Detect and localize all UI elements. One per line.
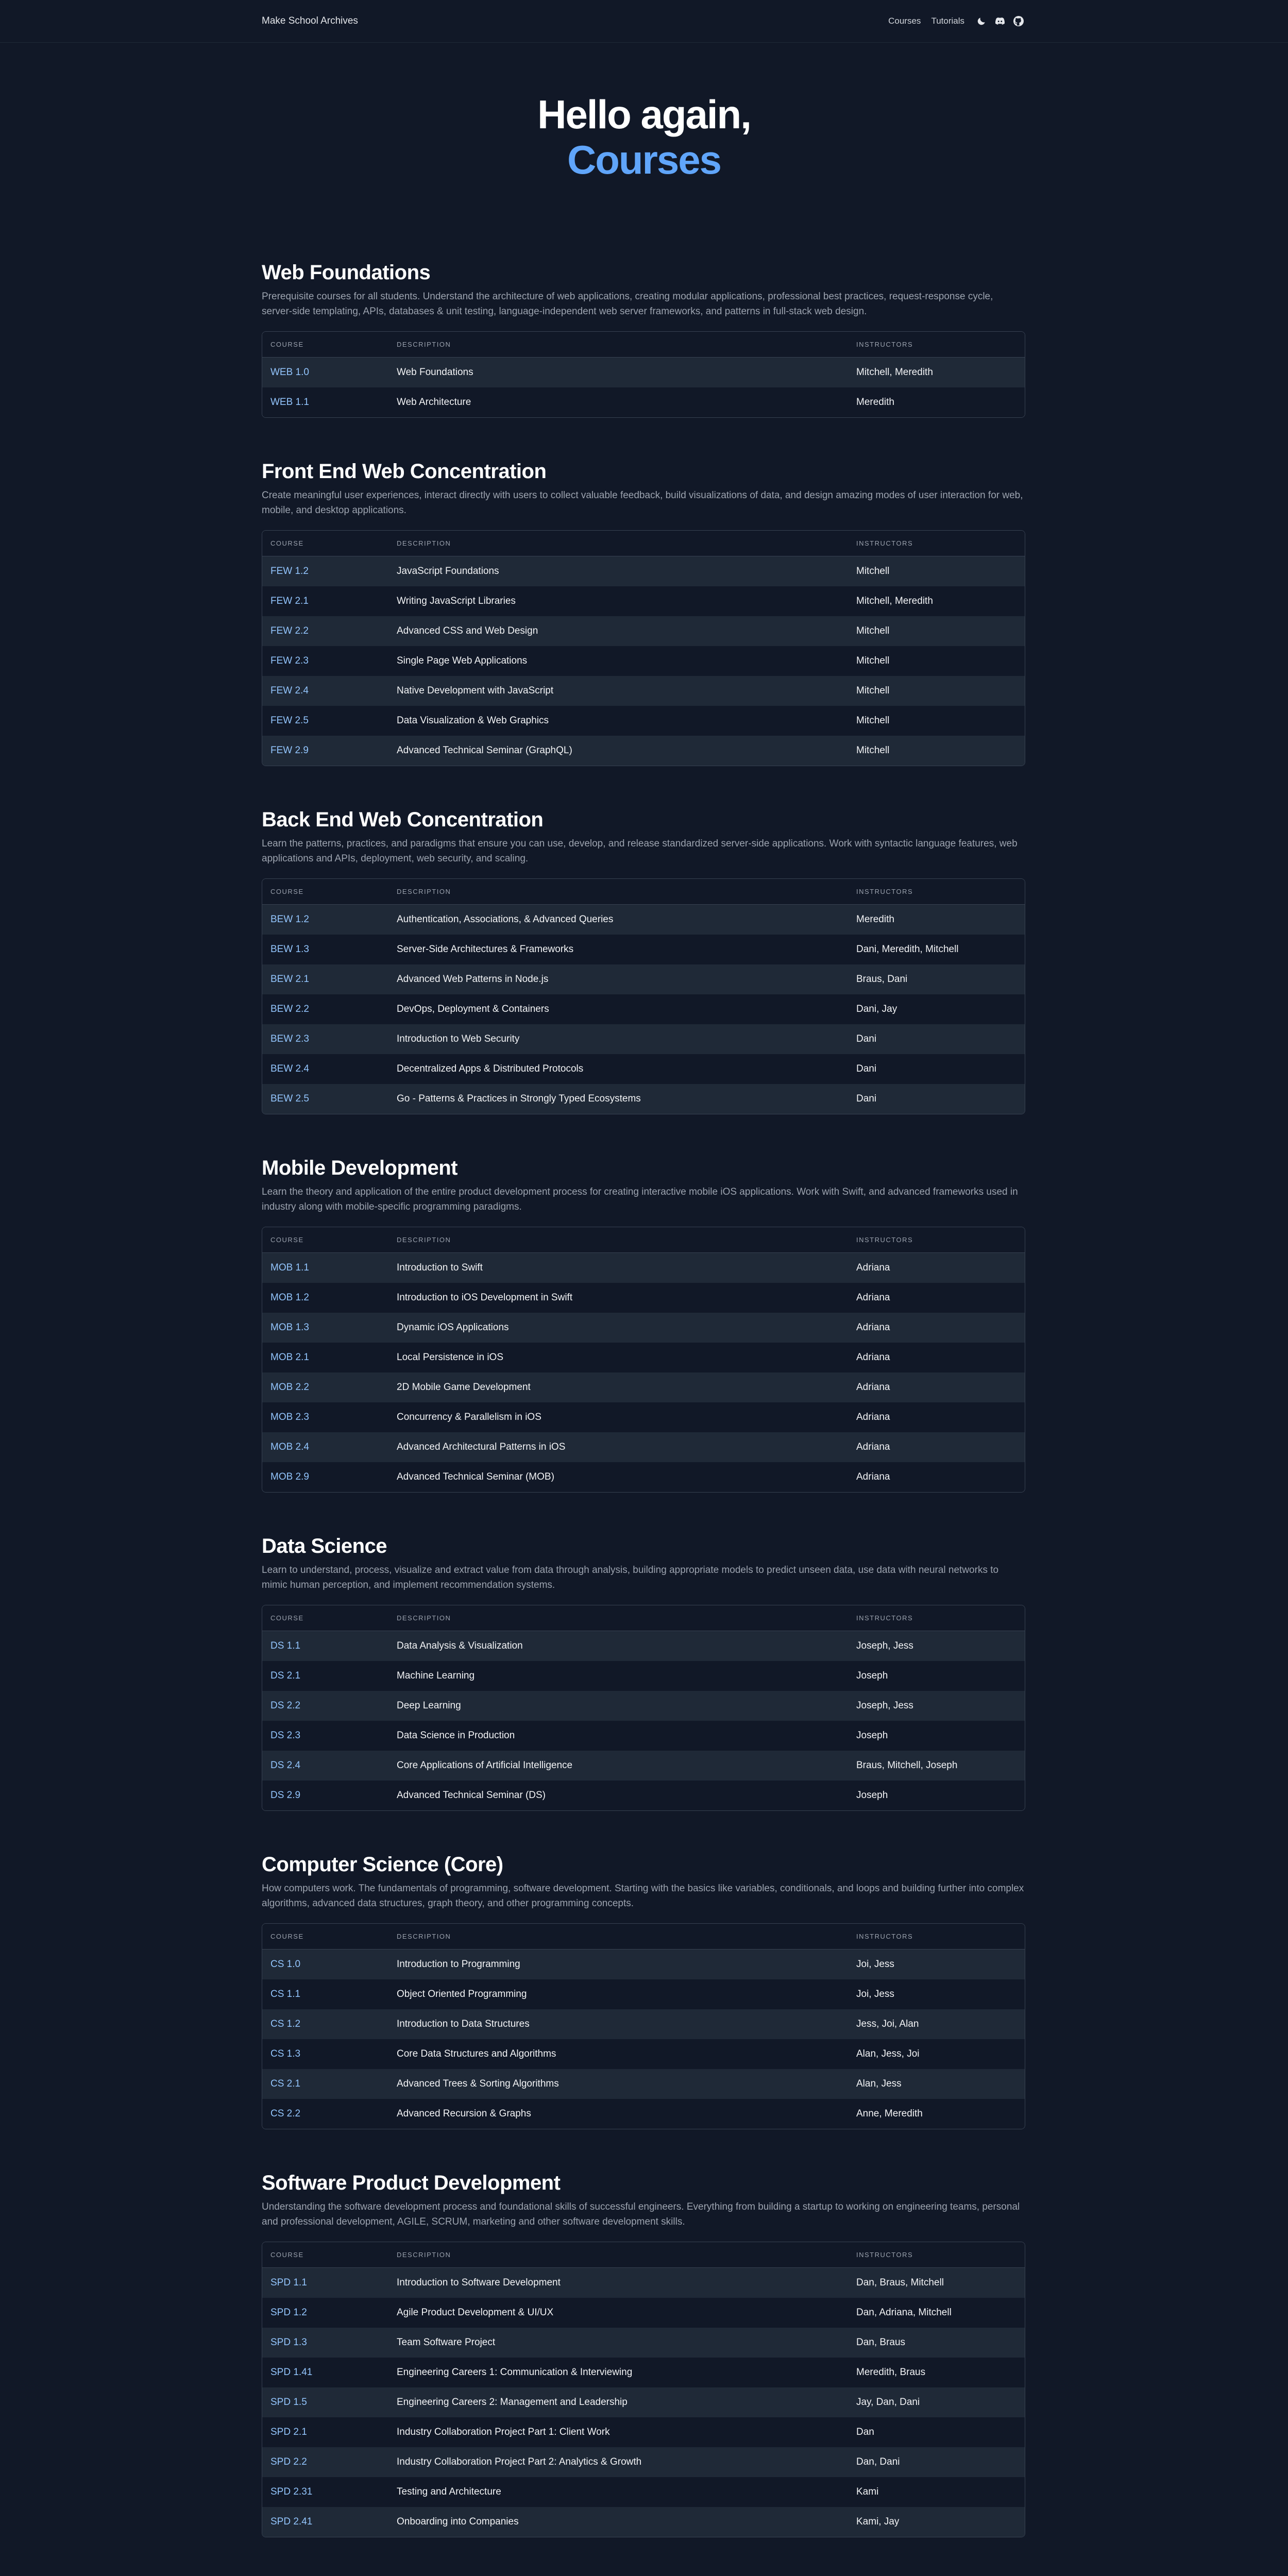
course-instructors: Dani <box>856 1093 877 1104</box>
course-table <box>262 1227 1025 1493</box>
table-row[interactable] <box>262 2477 1025 2507</box>
column-header-course: COURSE <box>270 888 304 895</box>
course-instructors: Mitchell <box>856 566 890 577</box>
table-body <box>262 1631 1025 1810</box>
table-row[interactable] <box>262 905 1025 935</box>
table-header <box>262 2242 1025 2268</box>
course-code[interactable]: BEW 2.3 <box>270 1033 309 1044</box>
course-code[interactable]: DS 2.1 <box>270 1670 301 1681</box>
section-description: Learn the theory and application of the entire product development process for creating interactive mobile iOS applications. Work with Swift, and advanced frameworks used in industry along with mobile-specific programming paradigms. <box>262 1187 1018 1212</box>
table-row[interactable] <box>262 1343 1025 1372</box>
course-section <box>262 2170 1025 2537</box>
course-instructors: Alan, Jess, Joi <box>856 2048 920 2059</box>
github-icon[interactable] <box>1012 14 1025 28</box>
course-code[interactable]: MOB 1.2 <box>270 1292 309 1303</box>
course-section <box>262 458 1025 766</box>
column-header-description: DESCRIPTION <box>397 341 451 348</box>
course-instructors: Dani, Jay <box>856 1004 897 1014</box>
course-code[interactable]: FEW 2.1 <box>270 596 309 606</box>
column-header-description: DESCRIPTION <box>397 888 451 895</box>
course-code[interactable]: SPD 2.2 <box>270 2456 307 2467</box>
column-header-course: COURSE <box>270 1236 304 1244</box>
course-description: Data Visualization & Web Graphics <box>397 715 549 726</box>
course-code[interactable]: BEW 1.2 <box>270 914 309 925</box>
course-code[interactable]: CS 2.2 <box>270 2108 301 2119</box>
course-instructors: Adriana <box>856 1292 890 1303</box>
section-description: Learn to understand, process, visualize and extract value from data through analysis, building appropriate models to predict unseen data, use data with neural networks to mimic human perception, and implement recommendation systems. <box>262 1565 999 1590</box>
section-title: Data Science <box>262 1535 387 1557</box>
column-header-course: COURSE <box>270 2251 304 2259</box>
moon-icon[interactable] <box>975 14 988 28</box>
course-description: Data Science in Production <box>397 1730 515 1741</box>
course-instructors: Mitchell <box>856 655 890 666</box>
course-code[interactable]: DS 2.2 <box>270 1700 301 1711</box>
table-row[interactable] <box>262 1691 1025 1721</box>
course-code[interactable]: CS 1.2 <box>270 2019 301 2029</box>
column-header-instructors: INSTRUCTORS <box>856 2251 913 2259</box>
section-description: Understanding the software development process and foundational skills of successful engineers. Everything from building a startup to working on engineering teams, personal and professional development, AGILE, SCRUM, marketing and other software development skills. <box>262 2201 1020 2227</box>
section-description: Create meaningful user experiences, interact directly with users to collect valuable feedback, build visualizations of data, and design amazing modes of user interaction for web, mobile, and desktop applications. <box>262 490 1023 516</box>
table-row[interactable] <box>262 1631 1025 1661</box>
course-instructors: Braus, Dani <box>856 974 908 985</box>
table-body <box>262 905 1025 1114</box>
course-instructors: Jess, Joi, Alan <box>856 2019 919 2029</box>
course-code[interactable]: MOB 1.3 <box>270 1322 309 1333</box>
section-description: Prerequisite courses for all students. Understand the architecture of web applications, creating modular applications, professional best practices, request-response cycle, server-side templating, APIs, databases & unit testing, language-independent web server frameworks, and patterns in full-stack web design. <box>262 291 993 317</box>
table-row[interactable] <box>262 1402 1025 1432</box>
table-body <box>262 1950 1025 2129</box>
course-code[interactable]: DS 1.1 <box>270 1640 301 1651</box>
column-header-description: DESCRIPTION <box>397 539 451 547</box>
table-row[interactable] <box>262 1024 1025 1054</box>
table-row[interactable] <box>262 2328 1025 2358</box>
course-instructors: Anne, Meredith <box>856 2108 923 2119</box>
section-description: How computers work. The fundamentals of programming, software development. Starting with the basics like variables, conditionals, and loops and building further into complex algorithms, advanced data structures, graph theory, and other programming concepts. <box>262 1883 1024 1909</box>
course-code[interactable]: SPD 2.41 <box>270 2516 313 2527</box>
brand-link[interactable]: Make School Archives <box>262 15 358 26</box>
course-description: Introduction to Data Structures <box>397 2019 530 2029</box>
course-description: Dynamic iOS Applications <box>397 1322 509 1333</box>
table-row[interactable] <box>262 2268 1025 2298</box>
course-code[interactable]: FEW 2.3 <box>270 655 309 666</box>
course-code[interactable]: MOB 1.1 <box>270 1262 309 1273</box>
column-header-instructors: INSTRUCTORS <box>856 1614 913 1622</box>
course-code[interactable]: MOB 2.9 <box>270 1471 309 1482</box>
table-row[interactable] <box>262 994 1025 1024</box>
course-section <box>262 1851 1025 2129</box>
table-header <box>262 879 1025 905</box>
top-navbar <box>0 0 1288 43</box>
course-section <box>262 806 1025 1114</box>
course-instructors: Kami <box>856 2486 879 2497</box>
course-table <box>262 331 1025 418</box>
course-description: Native Development with JavaScript <box>397 685 554 696</box>
course-code[interactable]: BEW 2.1 <box>270 974 309 985</box>
section-title: Web Foundations <box>262 261 431 284</box>
course-instructors: Joseph <box>856 1670 888 1681</box>
course-instructors: Meredith, Braus <box>856 2367 926 2378</box>
table-header <box>262 1605 1025 1631</box>
section-title: Back End Web Concentration <box>262 808 544 831</box>
course-table <box>262 878 1025 1114</box>
column-header-description: DESCRIPTION <box>397 1236 451 1244</box>
column-header-instructors: INSTRUCTORS <box>856 1236 913 1244</box>
course-description: Advanced Trees & Sorting Algorithms <box>397 2078 559 2089</box>
table-row[interactable] <box>262 935 1025 964</box>
course-instructors: Jay, Dan, Dani <box>856 2397 920 2408</box>
course-description: JavaScript Foundations <box>397 566 499 577</box>
table-row[interactable] <box>262 1661 1025 1691</box>
table-row[interactable] <box>262 646 1025 676</box>
table-row[interactable] <box>262 706 1025 736</box>
course-instructors: Dan, Dani <box>856 2456 900 2467</box>
course-description: Agile Product Development & UI/UX <box>397 2307 554 2318</box>
course-description: Advanced Technical Seminar (MOB) <box>397 1471 554 1482</box>
course-instructors: Joseph <box>856 1790 888 1801</box>
table-row[interactable] <box>262 1372 1025 1402</box>
course-description: Introduction to Software Development <box>397 2277 561 2288</box>
table-header <box>262 531 1025 556</box>
table-row[interactable] <box>262 1979 1025 2009</box>
course-description: Core Data Structures and Algorithms <box>397 2048 556 2059</box>
course-code[interactable]: SPD 2.1 <box>270 2427 307 2437</box>
course-section <box>262 259 1025 418</box>
course-code[interactable]: DS 2.3 <box>270 1730 301 1741</box>
table-row[interactable] <box>262 2069 1025 2099</box>
course-description: Server-Side Architectures & Frameworks <box>397 944 574 955</box>
column-header-course: COURSE <box>270 1933 304 1940</box>
course-code[interactable]: MOB 2.3 <box>270 1412 309 1422</box>
course-code[interactable]: SPD 1.2 <box>270 2307 307 2318</box>
column-header-instructors: INSTRUCTORS <box>856 888 913 895</box>
course-code[interactable]: FEW 2.5 <box>270 715 309 726</box>
course-code[interactable]: MOB 2.1 <box>270 1352 309 1363</box>
table-row[interactable] <box>262 1751 1025 1781</box>
course-instructors: Joseph <box>856 1730 888 1741</box>
course-description: Introduction to Programming <box>397 1959 520 1970</box>
course-description: Industry Collaboration Project Part 1: Client Work <box>397 2427 610 2437</box>
section-description: Learn the patterns, practices, and paradigms that ensure you can use, develop, and release standardized server-side applications. Work with syntactic language features, web applications and APIs, deployment, web security, and scaling. <box>262 838 1018 864</box>
course-instructors: Mitchell, Meredith <box>856 596 933 606</box>
course-description: Data Analysis & Visualization <box>397 1640 523 1651</box>
table-header <box>262 1227 1025 1253</box>
course-description: Concurrency & Parallelism in iOS <box>397 1412 541 1422</box>
course-sections <box>262 259 1025 2576</box>
table-row[interactable] <box>262 616 1025 646</box>
table-row[interactable] <box>262 1054 1025 1084</box>
table-row[interactable] <box>262 387 1025 417</box>
course-instructors: Adriana <box>856 1412 890 1422</box>
column-header-course: COURSE <box>270 1614 304 1622</box>
course-description: Introduction to Swift <box>397 1262 483 1273</box>
course-instructors: Mitchell <box>856 715 890 726</box>
table-row[interactable] <box>262 1721 1025 1751</box>
column-header-course: COURSE <box>270 341 304 348</box>
course-instructors: Kami, Jay <box>856 2516 900 2527</box>
course-description: Industry Collaboration Project Part 2: Analytics & Growth <box>397 2456 642 2467</box>
table-body <box>262 2268 1025 2537</box>
table-body <box>262 358 1025 417</box>
course-description: Introduction to iOS Development in Swift <box>397 1292 573 1303</box>
column-header-instructors: INSTRUCTORS <box>856 341 913 348</box>
section-title: Software Product Development <box>262 2172 561 2194</box>
course-code[interactable]: FEW 1.2 <box>270 566 309 577</box>
course-description: Local Persistence in iOS <box>397 1352 503 1363</box>
table-row[interactable] <box>262 1950 1025 1979</box>
course-instructors: Meredith <box>856 397 894 408</box>
table-row[interactable] <box>262 1313 1025 1343</box>
table-row[interactable] <box>262 1432 1025 1462</box>
course-code[interactable]: SPD 2.31 <box>270 2486 313 2497</box>
course-description: Team Software Project <box>397 2337 496 2348</box>
course-description: Web Architecture <box>397 397 471 408</box>
course-description: Onboarding into Companies <box>397 2516 519 2527</box>
course-instructors: Dan, Braus, Mitchell <box>856 2277 944 2288</box>
hero-line-1: Hello again, <box>537 92 751 137</box>
course-instructors: Mitchell <box>856 625 890 636</box>
course-instructors: Dani, Meredith, Mitchell <box>856 944 959 955</box>
course-instructors: Adriana <box>856 1322 890 1333</box>
course-description: Engineering Careers 2: Management and Leadership <box>397 2397 628 2408</box>
course-instructors: Adriana <box>856 1442 890 1452</box>
course-code[interactable]: BEW 2.4 <box>270 1063 309 1074</box>
hero-line-2: Courses <box>567 137 721 182</box>
course-section <box>262 1155 1025 1493</box>
course-description: Deep Learning <box>397 1700 461 1711</box>
section-title: Front End Web Concentration <box>262 460 547 483</box>
course-description: Object Oriented Programming <box>397 1989 527 1999</box>
course-code[interactable]: SPD 1.1 <box>270 2277 307 2288</box>
column-header-course: COURSE <box>270 539 304 547</box>
table-row[interactable] <box>262 676 1025 706</box>
table-body <box>262 556 1025 766</box>
course-instructors: Dan, Adriana, Mitchell <box>856 2307 952 2318</box>
course-description: Core Applications of Artificial Intelligence <box>397 1760 573 1771</box>
course-code[interactable]: DS 2.9 <box>270 1790 301 1801</box>
table-row[interactable] <box>262 2447 1025 2477</box>
table-row[interactable] <box>262 2417 1025 2447</box>
course-instructors: Alan, Jess <box>856 2078 902 2089</box>
table-row[interactable] <box>262 2099 1025 2129</box>
nav-courses-link[interactable]: Courses <box>888 16 921 26</box>
section-title: Mobile Development <box>262 1157 457 1179</box>
discord-icon[interactable] <box>993 14 1007 28</box>
course-instructors: Dan <box>856 2427 874 2437</box>
course-code[interactable]: BEW 1.3 <box>270 944 309 955</box>
column-header-description: DESCRIPTION <box>397 1614 451 1622</box>
course-instructors: Adriana <box>856 1471 890 1482</box>
table-row[interactable] <box>262 2039 1025 2069</box>
page-title <box>0 92 1288 182</box>
course-code[interactable]: BEW 2.2 <box>270 1004 309 1014</box>
course-instructors: Joseph, Jess <box>856 1640 913 1651</box>
course-code[interactable]: FEW 2.4 <box>270 685 309 696</box>
table-row[interactable] <box>262 2387 1025 2417</box>
course-description: Advanced Technical Seminar (DS) <box>397 1790 546 1801</box>
course-description: Go - Patterns & Practices in Strongly Typed Ecosystems <box>397 1093 641 1104</box>
course-code[interactable]: WEB 1.1 <box>270 397 309 408</box>
table-body <box>262 1253 1025 1492</box>
course-instructors: Mitchell, Meredith <box>856 367 933 378</box>
table-row[interactable] <box>262 1253 1025 1283</box>
table-row[interactable] <box>262 964 1025 994</box>
course-description: Testing and Architecture <box>397 2486 501 2497</box>
table-row[interactable] <box>262 2009 1025 2039</box>
table-row[interactable] <box>262 1084 1025 1114</box>
course-description: Advanced CSS and Web Design <box>397 625 538 636</box>
course-instructors: Joi, Jess <box>856 1959 894 1970</box>
course-description: Decentralized Apps & Distributed Protocols <box>397 1063 584 1074</box>
course-description: Introduction to Web Security <box>397 1033 520 1044</box>
table-row[interactable] <box>262 1462 1025 1492</box>
column-header-instructors: INSTRUCTORS <box>856 539 913 547</box>
course-instructors: Braus, Mitchell, Joseph <box>856 1760 958 1771</box>
course-code[interactable]: FEW 2.2 <box>270 625 309 636</box>
course-table <box>262 2242 1025 2537</box>
course-instructors: Joseph, Jess <box>856 1700 913 1711</box>
table-row[interactable] <box>262 586 1025 616</box>
course-code[interactable]: CS 2.1 <box>270 2078 301 2089</box>
course-description: Advanced Technical Seminar (GraphQL) <box>397 745 572 756</box>
course-description: DevOps, Deployment & Containers <box>397 1004 549 1014</box>
section-title: Computer Science (Core) <box>262 1853 503 1876</box>
column-header-description: DESCRIPTION <box>397 2251 451 2259</box>
course-description: Advanced Architectural Patterns in iOS <box>397 1442 566 1452</box>
table-row[interactable] <box>262 1781 1025 1810</box>
course-section <box>262 1533 1025 1811</box>
course-code[interactable]: DS 2.4 <box>270 1760 301 1771</box>
table-row[interactable] <box>262 556 1025 586</box>
course-code[interactable]: SPD 1.5 <box>270 2397 307 2408</box>
course-code[interactable]: FEW 2.9 <box>270 745 309 756</box>
course-description: Advanced Recursion & Graphs <box>397 2108 531 2119</box>
table-header <box>262 332 1025 358</box>
course-instructors: Mitchell <box>856 685 890 696</box>
course-description: Single Page Web Applications <box>397 655 528 666</box>
course-code[interactable]: SPD 1.3 <box>270 2337 307 2348</box>
main-nav <box>888 14 1025 28</box>
course-code[interactable]: MOB 2.4 <box>270 1442 309 1452</box>
course-code[interactable]: CS 1.1 <box>270 1989 301 1999</box>
course-description: 2D Mobile Game Development <box>397 1382 531 1393</box>
course-instructors: Dani <box>856 1033 877 1044</box>
course-description: Authentication, Associations, & Advanced Queries <box>397 914 614 925</box>
table-row[interactable] <box>262 736 1025 766</box>
nav-tutorials-link[interactable]: Tutorials <box>931 16 964 26</box>
course-table <box>262 1923 1025 2129</box>
course-instructors: Adriana <box>856 1352 890 1363</box>
column-header-instructors: INSTRUCTORS <box>856 1933 913 1940</box>
course-description: Writing JavaScript Libraries <box>397 596 516 606</box>
course-description: Advanced Web Patterns in Node.js <box>397 974 549 985</box>
course-code[interactable]: BEW 2.5 <box>270 1093 309 1104</box>
course-code[interactable]: SPD 1.41 <box>270 2367 313 2378</box>
table-row[interactable] <box>262 358 1025 387</box>
course-instructors: Adriana <box>856 1262 890 1273</box>
table-row[interactable] <box>262 1283 1025 1313</box>
column-header-description: DESCRIPTION <box>397 1933 451 1940</box>
course-instructors: Dani <box>856 1063 877 1074</box>
course-code[interactable]: CS 1.3 <box>270 2048 301 2059</box>
course-description: Web Foundations <box>397 367 473 378</box>
table-row[interactable] <box>262 2358 1025 2387</box>
course-table <box>262 1605 1025 1811</box>
course-instructors: Mitchell <box>856 745 890 756</box>
course-instructors: Joi, Jess <box>856 1989 894 1999</box>
course-description: Machine Learning <box>397 1670 475 1681</box>
course-code[interactable]: WEB 1.0 <box>270 367 309 378</box>
course-table <box>262 530 1025 766</box>
course-instructors: Meredith <box>856 914 894 925</box>
course-code[interactable]: MOB 2.2 <box>270 1382 309 1393</box>
course-description: Engineering Careers 1: Communication & Interviewing <box>397 2367 633 2378</box>
course-instructors: Adriana <box>856 1382 890 1393</box>
table-row[interactable] <box>262 2298 1025 2328</box>
course-code[interactable]: CS 1.0 <box>270 1959 301 1970</box>
course-instructors: Dan, Braus <box>856 2337 906 2348</box>
hero <box>0 43 1288 259</box>
table-header <box>262 1924 1025 1950</box>
table-row[interactable] <box>262 2507 1025 2537</box>
